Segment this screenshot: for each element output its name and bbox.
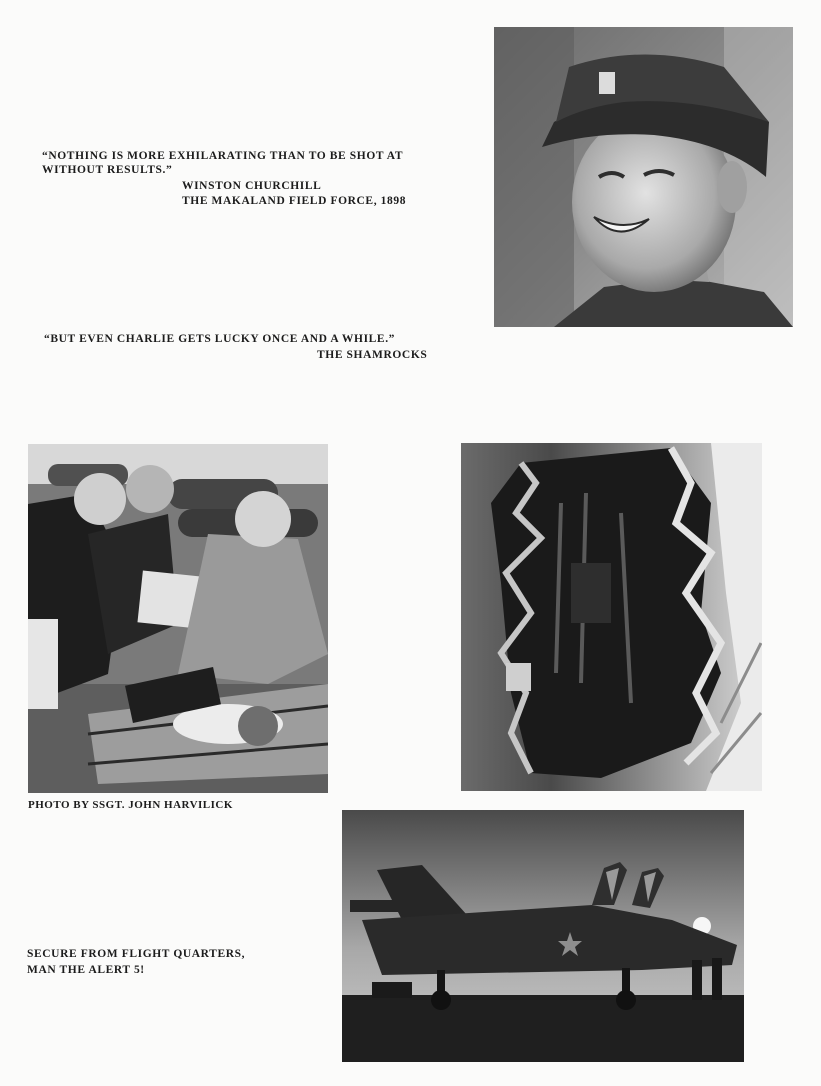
bottom-caption-line2: MAN THE ALERT 5!: [27, 964, 145, 976]
quote2-author: THE SHAMROCKS: [317, 349, 428, 361]
portrait-photo: [494, 27, 793, 327]
crew-stretcher-photo: [28, 444, 328, 793]
quote2-line1: “BUT EVEN CHARLIE GETS LUCKY ONCE AND A WHILE.”: [44, 333, 396, 345]
battle-damage-photo: [461, 443, 762, 791]
quote1-line1: “NOTHING IS MORE EXHILARATING THAN TO BE SHOT AT: [42, 150, 404, 162]
quote1-line2: WITHOUT RESULTS.”: [42, 164, 173, 176]
bottom-caption-line1: SECURE FROM FLIGHT QUARTERS,: [27, 948, 246, 960]
alert-jet-photo: [342, 810, 744, 1062]
quote1-author: WINSTON CHURCHILL: [182, 180, 322, 192]
quote1-source: THE MAKALAND FIELD FORCE, 1898: [182, 195, 407, 207]
photo-credit: PHOTO BY SSGT. JOHN HARVILICK: [28, 799, 233, 811]
